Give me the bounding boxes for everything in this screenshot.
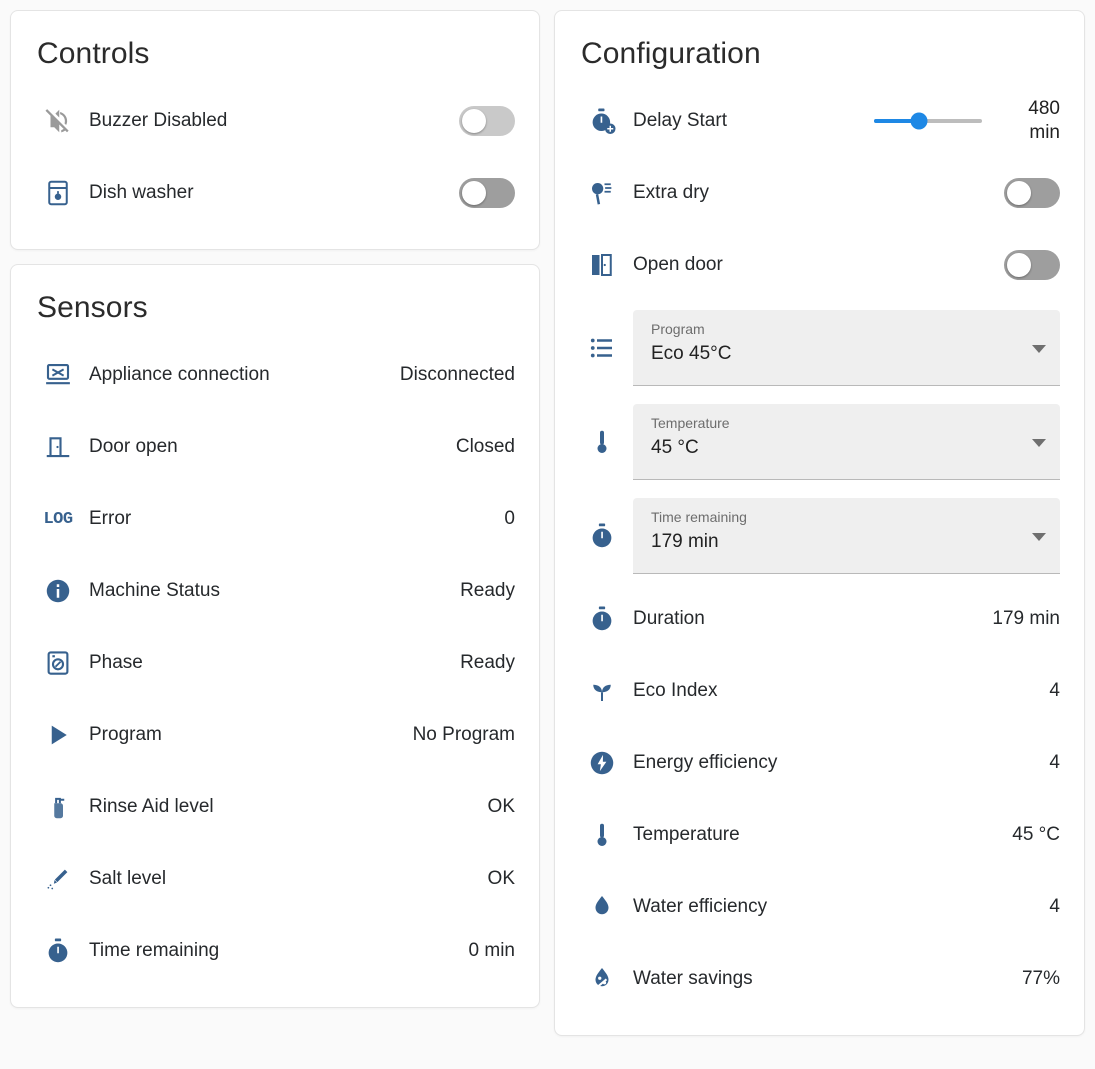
sprout-icon (579, 676, 625, 706)
control-row-buzzer (29, 85, 521, 157)
delay-start-value-group (994, 97, 1060, 145)
slider-track[interactable] (874, 119, 982, 123)
config-label-water-efficiency: Water efficiency (633, 896, 768, 917)
time-remaining-select-value: 179 min (651, 531, 719, 552)
hair-dryer-icon (579, 178, 625, 208)
sensor-row-program (29, 699, 521, 771)
temperature-select-value: 45 °C (651, 437, 699, 458)
configuration-rows (555, 77, 1084, 1035)
sensor-label-phase: Phase (89, 652, 143, 673)
config-row-water-savings (573, 943, 1066, 1015)
sensor-value-salt-level: OK (487, 868, 515, 889)
config-row-temperature-select (573, 395, 1066, 489)
config-row-time-remaining-select (573, 489, 1066, 583)
sensor-row-phase (29, 627, 521, 699)
config-label-water-savings: Water savings (633, 968, 753, 989)
water-savings-icon (579, 964, 625, 994)
sensor-value-door-open: Closed (455, 436, 515, 457)
delay-start-value: 480 (1028, 98, 1060, 120)
left-column (10, 10, 540, 1008)
door-icon (35, 432, 81, 462)
dishwasher-toggle[interactable] (459, 178, 515, 208)
config-row-energy-efficiency (573, 727, 1066, 799)
sensor-label-program: Program (89, 724, 162, 745)
control-label-buzzer: Buzzer Disabled (89, 110, 228, 131)
config-row-eco-index (573, 655, 1066, 727)
toggle-knob (1007, 181, 1031, 205)
timer-icon (579, 604, 625, 634)
sensor-value-machine-status: Ready (460, 580, 515, 601)
thermometer-icon (579, 820, 625, 850)
config-label-temperature: Temperature (633, 824, 740, 845)
chevron-down-icon[interactable] (1032, 345, 1046, 353)
config-row-temperature (573, 799, 1066, 871)
delay-start-unit: min (1029, 122, 1060, 143)
controls-title: Controls (37, 37, 150, 70)
config-row-water-efficiency (573, 871, 1066, 943)
sensor-label-salt-level: Salt level (89, 868, 167, 889)
water-drop-icon (579, 892, 625, 922)
sensor-row-door-open (29, 411, 521, 483)
toggle-knob (462, 181, 486, 205)
program-select-label: Program (651, 321, 705, 337)
config-label-duration: Duration (633, 608, 705, 629)
toggle-knob (1007, 253, 1031, 277)
controls-rows (11, 77, 539, 249)
sensor-label-machine-status: Machine Status (89, 580, 220, 601)
configuration-card (554, 10, 1085, 1036)
temperature-select[interactable] (633, 404, 1060, 480)
program-select-text (651, 321, 731, 365)
flash-circle-icon (579, 748, 625, 778)
sensor-value-program: No Program (412, 724, 515, 745)
log-icon (35, 510, 81, 529)
control-label-dishwasher: Dish washer (89, 182, 194, 203)
time-remaining-select-text (651, 509, 747, 553)
appliance-disconnected-icon (35, 360, 81, 390)
spray-bottle-icon (35, 792, 81, 822)
sensors-card (10, 264, 540, 1008)
sensor-value-error: 0 (504, 508, 515, 529)
sensors-rows (11, 331, 539, 1007)
info-icon (35, 576, 81, 606)
controls-card (10, 10, 540, 250)
buzzer-toggle[interactable] (459, 106, 515, 136)
config-value-duration: 179 min (992, 608, 1060, 629)
open-door-icon (579, 250, 625, 280)
sensor-value-appliance-connection: Disconnected (399, 364, 515, 385)
config-row-duration (573, 583, 1066, 655)
sensor-row-machine-status (29, 555, 521, 627)
extra-dry-toggle[interactable] (1004, 178, 1060, 208)
sensor-row-time-remaining (29, 915, 521, 987)
sensor-value-time-remaining: 0 min (468, 940, 515, 961)
open-door-toggle[interactable] (1004, 250, 1060, 280)
play-icon (35, 720, 81, 750)
time-remaining-select[interactable] (633, 498, 1060, 574)
dishwasher-icon (35, 178, 81, 208)
timer-icon (35, 936, 81, 966)
sensor-value-rinse-aid: OK (487, 796, 515, 817)
sensor-label-rinse-aid: Rinse Aid level (89, 796, 214, 817)
chevron-down-icon[interactable] (1032, 533, 1046, 541)
list-icon (579, 333, 625, 363)
control-row-dishwasher (29, 157, 521, 229)
salt-shaker-icon (35, 864, 81, 894)
chevron-down-icon[interactable] (1032, 439, 1046, 447)
config-value-temperature: 45 °C (1012, 824, 1060, 845)
config-label-delay-start: Delay Start (633, 110, 727, 131)
right-column (554, 10, 1085, 1036)
config-value-water-efficiency: 4 (1049, 896, 1060, 917)
program-select[interactable] (633, 310, 1060, 386)
sensor-label-error: Error (89, 508, 132, 529)
toggle-knob (462, 109, 486, 133)
sensor-label-appliance-connection: Appliance connection (89, 364, 270, 385)
sensor-row-appliance-connection (29, 339, 521, 411)
time-remaining-select-label: Time remaining (651, 509, 747, 525)
sensor-row-error (29, 483, 521, 555)
sensor-label-door-open: Door open (89, 436, 178, 457)
buzzer-muted-icon (35, 106, 81, 136)
sensor-label-time-remaining: Time remaining (89, 940, 220, 961)
sensor-row-salt-level (29, 843, 521, 915)
config-value-eco-index: 4 (1049, 680, 1060, 701)
sensors-title: Sensors (37, 291, 148, 324)
config-value-energy-efficiency: 4 (1049, 752, 1060, 773)
config-label-extra-dry: Extra dry (633, 182, 710, 203)
temperature-select-label: Temperature (651, 415, 730, 431)
config-value-water-savings: 77% (1021, 968, 1060, 989)
washer-phase-icon (35, 648, 81, 678)
config-label-eco-index: Eco Index (633, 680, 718, 701)
timer-plus-icon (579, 106, 625, 136)
config-row-extra-dry (573, 157, 1066, 229)
temperature-select-text (651, 415, 730, 459)
config-label-open-door: Open door (633, 254, 723, 275)
sensor-value-phase: Ready (460, 652, 515, 673)
configuration-title: Configuration (581, 37, 761, 70)
delay-start-slider[interactable] (874, 119, 982, 123)
slider-thumb[interactable] (911, 113, 928, 130)
config-row-program-select (573, 301, 1066, 395)
timer-icon (579, 521, 625, 551)
log-glyph: LOG (43, 509, 73, 529)
config-row-open-door (573, 229, 1066, 301)
config-label-energy-efficiency: Energy efficiency (633, 752, 778, 773)
program-select-value: Eco 45°C (651, 343, 732, 364)
thermometer-icon (579, 427, 625, 457)
config-row-delay-start (573, 85, 1066, 157)
sensor-row-rinse-aid (29, 771, 521, 843)
